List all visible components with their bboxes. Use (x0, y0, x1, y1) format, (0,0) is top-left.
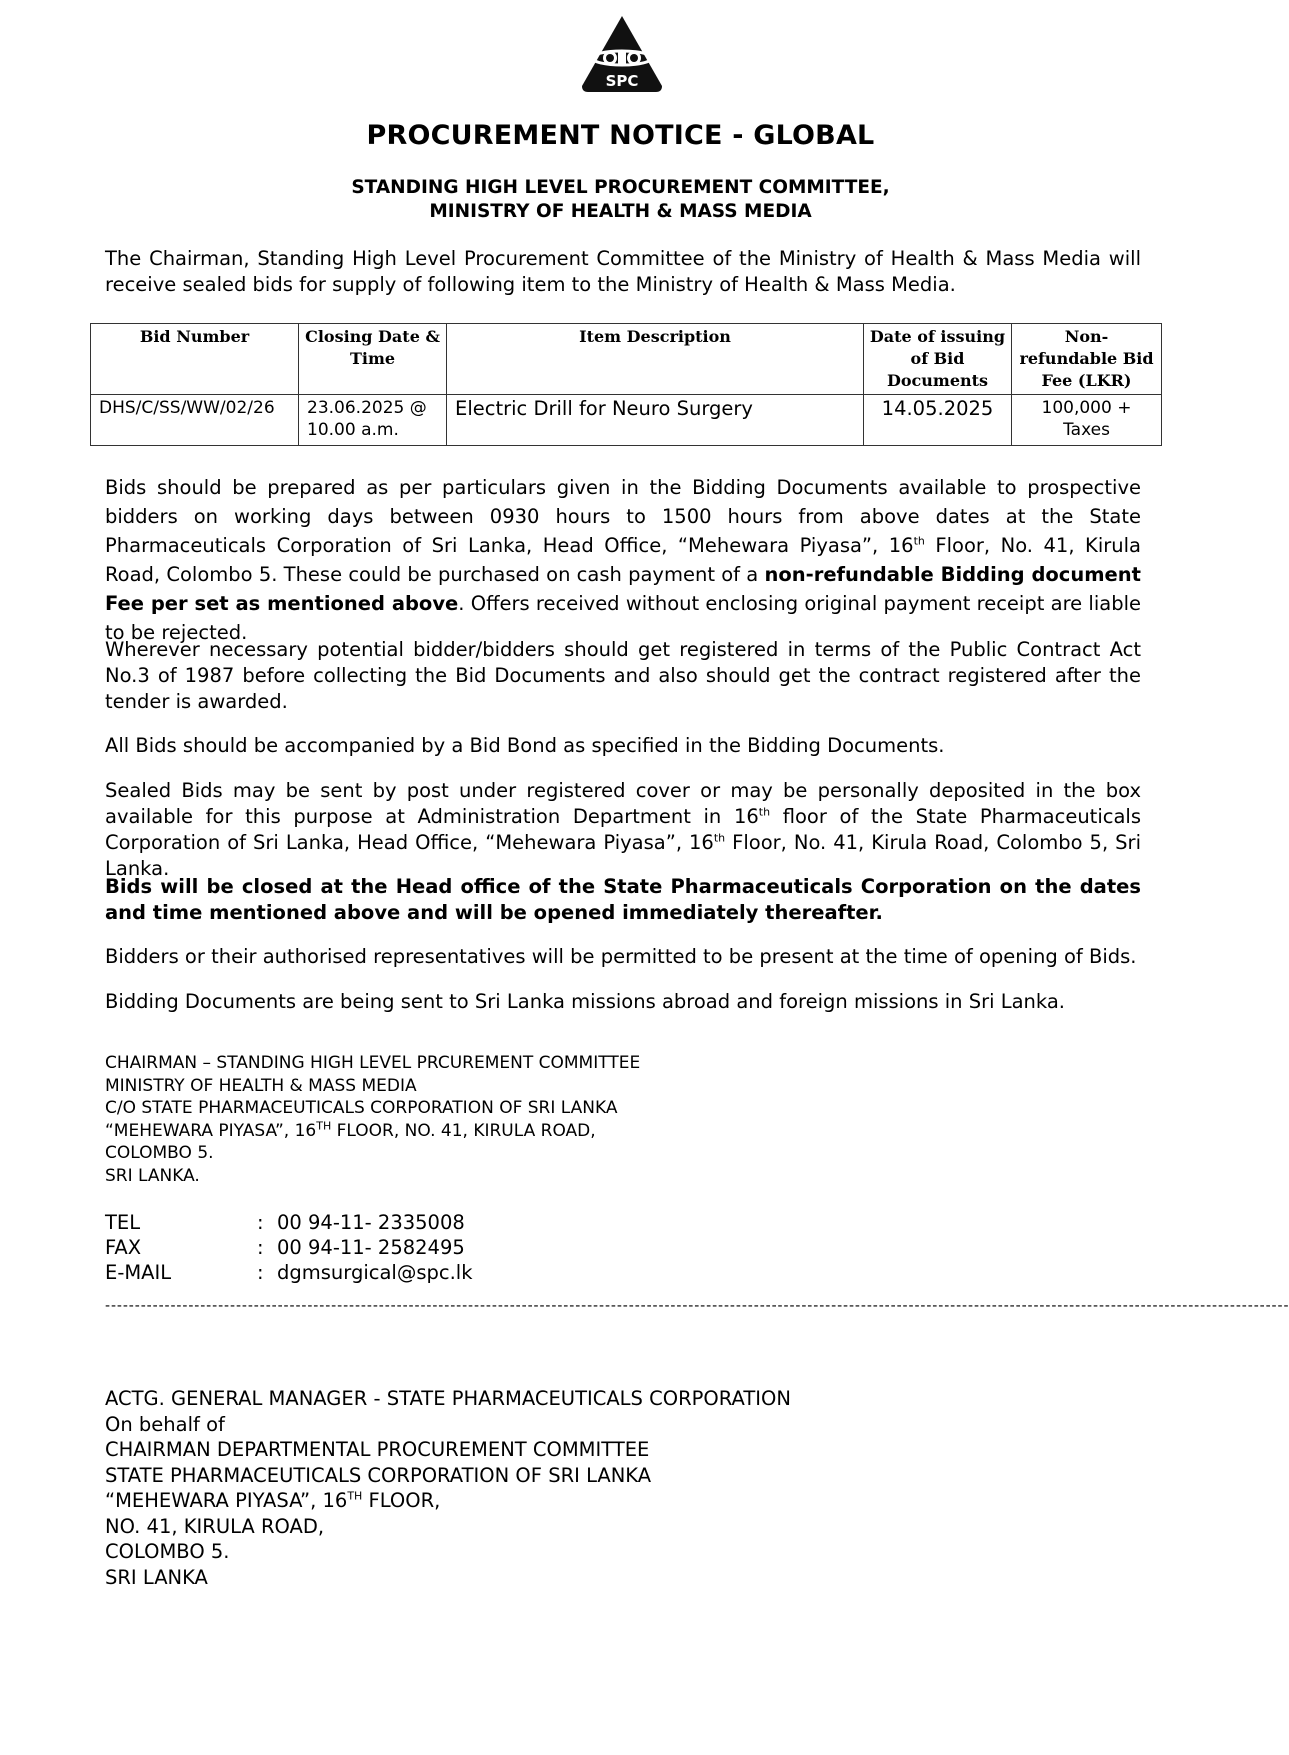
p4-text-2: floor of the State Pharmaceuticals Corporation of Sri Lanka, Head Office, “Mehewara Piyasa”, 16 (105, 805, 1141, 854)
contact-row-fax (105, 1235, 473, 1260)
fax-separator: : (257, 1236, 264, 1259)
p5-bold: Bids will be closed at the Head office of the State Pharmaceuticals Corporation on the dates and time mentioned above and will be opened immediately thereafter. (105, 875, 1141, 924)
cell-item: Electric Drill for Neuro Surgery (447, 395, 864, 446)
cell-fee: 100,000 + Taxes (1012, 395, 1162, 446)
paragraph-bidding-docs (105, 473, 1141, 647)
table-row (91, 395, 1162, 446)
contact-row-tel (105, 1210, 473, 1235)
address2-line-5 (105, 1488, 791, 1514)
cell-issue-date: 14.05.2025 (864, 395, 1012, 446)
p4-text-1: Sealed Bids may be sent by post under registered cover or may be personally deposited in the box available for this purpose at Administration Department in 16 (105, 779, 1141, 828)
address2-line-5-text-1: “MEHEWARA PIYASA”, 16 (105, 1489, 348, 1512)
fax-value: 00 94-11- 2582495 (277, 1236, 465, 1259)
page-title: PROCUREMENT NOTICE - GLOBAL (366, 120, 875, 151)
address2-line-5-text-2: FLOOR, (362, 1489, 441, 1512)
tel-value: 00 94-11- 2335008 (277, 1211, 465, 1234)
address2-line-2: On behalf of (105, 1412, 225, 1436)
paragraph-registration: Wherever necessary potential bidder/bidders should get registered in terms of the Public Contract Act No.3 of 1987 before collecting the Bid Documents and also should get the contract registered after the tender is awarded. (105, 638, 1141, 713)
bid-table (90, 323, 1162, 446)
p1-text-2: Floor, No. 41, Kirula Road, Colombo 5. These could be purchased on cash payment of a (105, 534, 1141, 586)
table-header-row (91, 324, 1162, 395)
paragraph-missions: Bidding Documents are being sent to Sri Lanka missions abroad and foreign missions in Sri Lanka. (105, 990, 1066, 1013)
contact-block (105, 1210, 473, 1285)
col-header-item: Item Description (447, 324, 864, 395)
paragraph-opening: Bidders or their authorised representatives will be permitted to be present at the time of opening of Bids. (105, 945, 1137, 968)
address1-line-2: MINISTRY OF HEALTH & MASS MEDIA (105, 1075, 417, 1096)
address1-line-4-text-2: FLOOR, NO. 41, KIRULA ROAD, (331, 1120, 596, 1141)
fax-label: FAX (105, 1236, 142, 1259)
committee-line-2: MINISTRY OF HEALTH & MASS MEDIA (429, 201, 812, 222)
address2-line-7: COLOMBO 5. (105, 1540, 230, 1563)
tel-separator: : (257, 1211, 264, 1234)
address1-line-1: CHAIRMAN – STANDING HIGH LEVEL PRCUREMENT COMMITTEE (105, 1053, 641, 1073)
paragraph-submission (105, 778, 1141, 882)
email-label: E-MAIL (105, 1261, 172, 1284)
email-separator: : (257, 1261, 264, 1284)
cell-closing: 23.06.2025 @ 10.00 a.m. (299, 395, 447, 446)
col-header-fee: Non-refundable Bid Fee (LKR) (1012, 324, 1162, 395)
col-header-bid-number: Bid Number (91, 324, 299, 395)
general-manager-address (105, 1386, 791, 1590)
chairman-address (105, 1052, 640, 1188)
address2-line-4: STATE PHARMACEUTICALS CORPORATION OF SRI LANKA (105, 1463, 652, 1487)
address2-line-5-sup: TH (347, 1489, 363, 1503)
dashed-divider: ------------------------------------------------------------------------------------------------------------------------------------------------------------------------------------------------------- (105, 1298, 1289, 1314)
address2-line-6: NO. 41, KIRULA ROAD, (105, 1514, 325, 1538)
tel-label: TEL (105, 1211, 141, 1234)
address1-line-4-text-1: “MEHEWARA PIYASA”, 16 (105, 1120, 317, 1141)
address2-line-1: ACTG. GENERAL MANAGER - STATE PHARMACEUTICALS CORPORATION (105, 1387, 791, 1410)
address1-line-6: SRI LANKA. (105, 1165, 200, 1186)
address1-line-4 (105, 1120, 640, 1143)
logo-text: SPC (605, 72, 639, 90)
p1-bold: non-refundable Bidding document Fee per set as mentioned above (105, 563, 1141, 615)
paragraph-closing (105, 874, 1141, 926)
p1-sup: th (913, 534, 925, 548)
p4-sup-1: th (758, 805, 771, 819)
col-header-closing: Closing Date & Time (299, 324, 447, 395)
address1-line-3: C/O STATE PHARMACEUTICALS CORPORATION OF SRI LANKA (105, 1098, 618, 1119)
email-value[interactable]: dgmsurgical@spc.lk (277, 1261, 473, 1284)
spc-logo (578, 14, 666, 94)
address2-line-3: CHAIRMAN DEPARTMENTAL PROCUREMENT COMMITTEE (105, 1438, 650, 1461)
contact-row-email (105, 1260, 473, 1285)
committee-line-1: STANDING HIGH LEVEL PROCUREMENT COMMITTEE, (351, 177, 890, 198)
col-header-issue-date: Date of issuing of Bid Documents (864, 324, 1012, 395)
p4-sup-2: th (713, 831, 726, 845)
intro-paragraph: The Chairman, Standing High Level Procurement Committee of the Ministry of Health & Mass Media will receive sealed bids for supply of following item to the Ministry of Health & Mass Media. (105, 247, 1141, 296)
address2-line-8: SRI LANKA (105, 1565, 208, 1589)
p1-text-3: . Offers received without enclosing original payment receipt are liable to be rejected. (105, 592, 1141, 644)
paragraph-bid-bond: All Bids should be accompanied by a Bid Bond as specified in the Bidding Documents. (105, 734, 945, 757)
address1-line-5: COLOMBO 5. (105, 1143, 214, 1164)
p4-text-3: Floor, No. 41, Kirula Road, Colombo 5, Sri Lanka. (105, 831, 1141, 880)
p1-text-1: Bids should be prepared as per particulars given in the Bidding Documents available to prospective bidders on working days between 0930 hours to 1500 hours from above dates at the State Pharmaceuticals Corporation of Sri Lanka, Head Office, “Mehewara Piyasa”, 16 (105, 476, 1141, 557)
address1-line-4-sup: TH (316, 1119, 332, 1133)
cell-bid-number: DHS/C/SS/WW/02/26 (91, 395, 299, 446)
